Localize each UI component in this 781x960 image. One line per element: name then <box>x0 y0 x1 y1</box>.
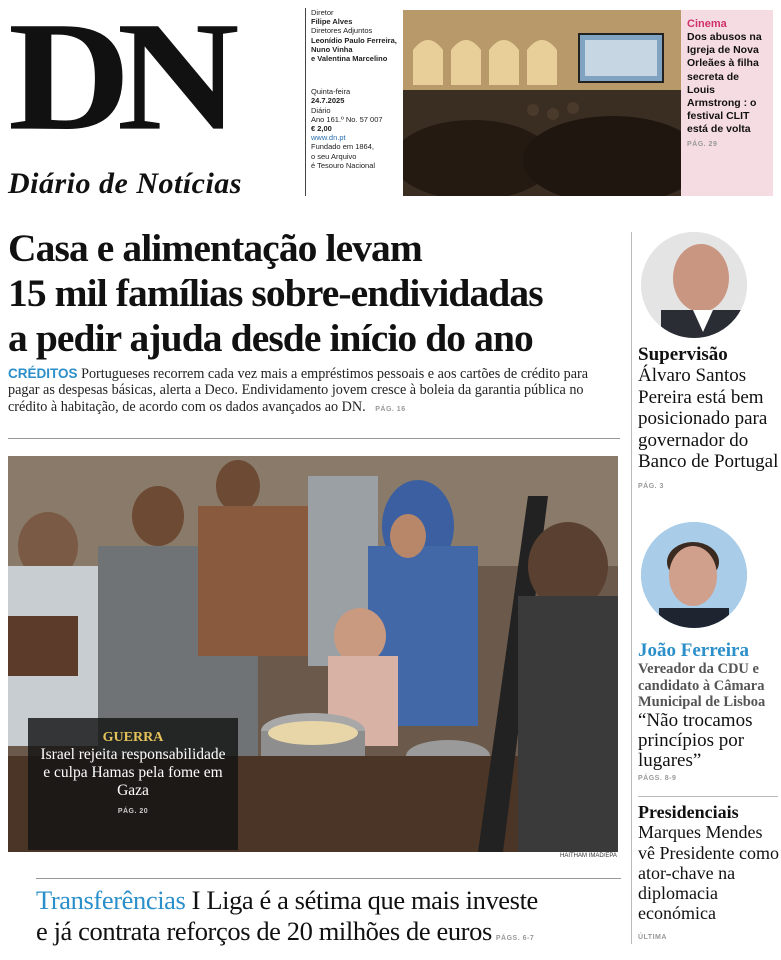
side2-role: Vereador da CDU e candidato à Câmara Municipal de Lisboa <box>638 661 766 710</box>
side1-page-ref: PÁG. 3 <box>638 483 664 491</box>
side2-page-ref: PÁGS. 8-9 <box>638 774 677 782</box>
side3-text: Marques Mendes vê Presidente como ator-chave na diplomacia económica <box>638 822 779 924</box>
transfer-text-2: e já contrata reforços de 20 milhões de euros <box>36 916 492 946</box>
assistant-names-3: e Valentina Marcelino <box>311 54 388 64</box>
assistant-label: Diretores Adjuntos <box>311 26 373 36</box>
lede-page-ref: PÁG. 16 <box>375 405 406 413</box>
director-label: Diretor <box>311 8 334 17</box>
headline-line-2: 15 mil famílias sobre-endividadas <box>8 271 543 315</box>
headline-line-3: a pedir ajuda desde início do ano <box>8 316 533 360</box>
cinema-title: Dos abusos na Igreja de Nova Orleães à filha secreta de Louis Armstrong : o festival CLIT está de volta <box>687 31 762 136</box>
frequency: Diário <box>311 105 331 115</box>
supervisao-story[interactable] <box>638 344 780 498</box>
side3-kicker: Presidenciais <box>638 802 739 822</box>
transfer-kicker: Transferências <box>36 885 186 915</box>
divider <box>8 438 620 439</box>
issue-number: Ano 161.º No. 57 007 <box>311 114 383 124</box>
joao-ferreira-story[interactable] <box>638 640 780 782</box>
assistant-names-2: Nuno Vinha <box>311 44 353 54</box>
side3-page-ref: ÚLTIMA <box>638 933 667 941</box>
director-name: Filipe Alves <box>311 17 353 27</box>
joao-ferreira-portrait[interactable] <box>641 522 747 628</box>
transfer-page-ref: PÁGS. 6-7 <box>495 935 535 942</box>
archive-text-2: é Tesouro Nacional <box>311 160 376 170</box>
newspaper-name: Diário de Notícias <box>8 167 242 200</box>
cinema-teaser[interactable] <box>681 10 773 196</box>
main-lede <box>8 366 620 418</box>
column-divider <box>631 232 632 944</box>
archive-text-1: o seu Arquivo <box>311 151 357 161</box>
guerra-kicker: GUERRA <box>102 730 164 745</box>
main-headline[interactable] <box>8 226 628 361</box>
editorial-credits <box>305 8 400 196</box>
guerra-text: Israel rejeita responsabilidade e culpa Hamas pela fome em Gaza <box>40 746 226 799</box>
issue-date: 24.7.2025 <box>311 96 345 106</box>
headline-line-1: Casa e alimentação levam <box>8 226 422 270</box>
side2-name: João Ferreira <box>638 640 749 661</box>
price: € 2,00 <box>311 124 332 134</box>
assistant-names-1: Leonídio Paulo Ferreira, <box>311 35 397 45</box>
presidenciais-story[interactable] <box>638 802 780 948</box>
cinema-kicker: Cinema <box>687 18 727 30</box>
divider <box>638 796 778 797</box>
cinema-photo[interactable] <box>403 10 681 196</box>
masthead <box>8 0 298 202</box>
founded-text: Fundado em 1864, <box>311 142 374 152</box>
weekday: Quinta-feira <box>311 87 351 97</box>
side1-kicker: Supervisão <box>638 344 728 365</box>
transfer-headline[interactable] <box>36 885 636 954</box>
photo-credit: HAITHAM IMAD/EPA <box>560 853 617 859</box>
website-link[interactable]: www.dn.pt <box>311 133 346 143</box>
transfer-text-1: I Liga é a sétima que mais investe <box>191 885 538 915</box>
divider <box>36 878 621 879</box>
alvaro-santos-pereira-portrait[interactable] <box>641 232 747 338</box>
side1-text: Álvaro Santos Pereira está bem posicionado para governador do Banco de Portugal <box>638 365 779 473</box>
portrait-image <box>641 522 747 628</box>
lede-kicker: CRÉDITOS <box>8 366 78 381</box>
dn-logo: DN <box>8 0 226 163</box>
gaza-story-box[interactable] <box>28 718 238 850</box>
cinema-courtyard-image <box>403 10 681 196</box>
cinema-page-ref: PÁG. 29 <box>687 140 718 148</box>
guerra-page-ref: PÁG. 20 <box>117 808 149 815</box>
lede-text: Portugueses recorrem cada vez mais a empréstimos pessoais e aos cartões de crédito para pagar as despesas básicas, alerta a Deco. Endividamento jovem cresce à boleia da garantia pública no crédito à habitação, de acordo com os dados avançados ao DN. <box>8 366 589 415</box>
portrait-image <box>641 232 747 338</box>
side2-quote: “Não trocamos princípios por lugares” <box>638 709 753 771</box>
